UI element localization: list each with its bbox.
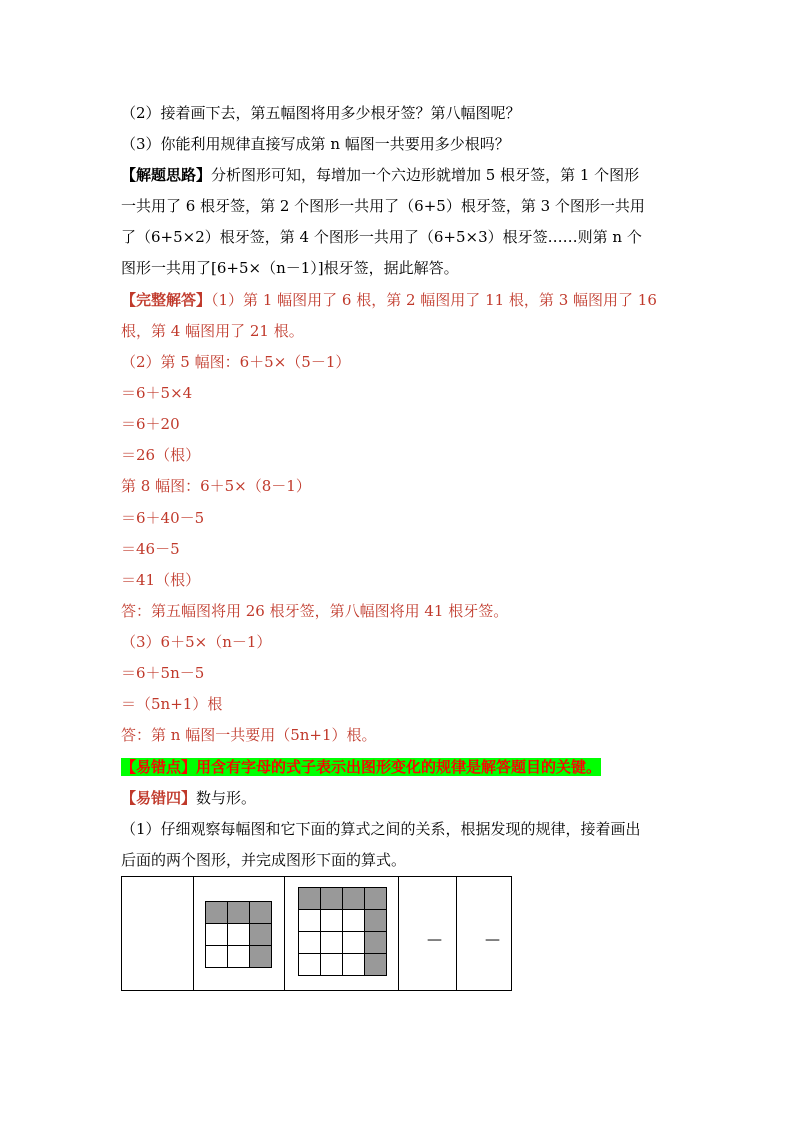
question-2: （2）接着画下去，第五幅图将用多少根牙签？第八幅图呢？ bbox=[121, 104, 521, 122]
thinking-line-2: 一共用了 6 根牙签，第 2 个图形一共用了（6+5）根牙签，第 3 个图形一共用 bbox=[121, 197, 645, 215]
figure-4x4 bbox=[298, 887, 387, 976]
answer-p3-answer: 答：第 n 幅图一共要用（5n+1）根。 bbox=[121, 726, 377, 744]
thinking-line-3: 了（6+5×2）根牙签，第 4 个图形一共用了（6+5×3）根牙签……则第 n 个 bbox=[121, 228, 642, 246]
pitfall-text: 用含有字母的式子表示出图形变化的规律是解答题目的关键。 bbox=[196, 758, 602, 776]
pitfall-label: 【易错点】 bbox=[121, 758, 197, 776]
blank-mark-1: — bbox=[427, 930, 442, 948]
answer-p2-answer: 答：第五幅图将用 26 根牙签，第八幅图将用 41 根牙签。 bbox=[121, 602, 509, 620]
thinking-line-4: 图形一共用了[6+5×（n－1）]根牙签，据此解答。 bbox=[121, 259, 459, 277]
pitfall-line bbox=[121, 757, 601, 777]
section4-q1-line2: 后面的两个图形，并完成图形下面的算式。 bbox=[121, 851, 407, 869]
pitfall-highlight bbox=[121, 758, 601, 776]
thinking-text-1: 分析图形可知，每增加一个六边形就增加 5 根牙签，第 1 个图形 bbox=[211, 166, 640, 184]
answer-text-1: （1）第 1 幅图用了 6 根，第 2 幅图用了 11 根，第 3 幅图用了 16 bbox=[211, 291, 657, 309]
table-divider bbox=[398, 877, 399, 990]
section4-label: 【易错四】 bbox=[121, 789, 197, 807]
answer-p3-intro: （3）6＋5×（n－1） bbox=[121, 633, 272, 651]
answer-p2-t3: ＝41（根） bbox=[121, 571, 201, 589]
thinking-label: 【解题思路】 bbox=[121, 166, 212, 184]
answer-label: 【完整解答】 bbox=[121, 291, 212, 309]
answer-p2-intro: （2）第 5 幅图：6＋5×（5－1） bbox=[121, 353, 351, 371]
table-divider bbox=[284, 877, 285, 990]
section4-text: 数与形。 bbox=[196, 789, 257, 807]
answer-p3-step2: ＝（5n+1）根 bbox=[121, 695, 223, 713]
answer-p3-step1: ＝6＋5n－5 bbox=[121, 664, 205, 682]
thinking-line-1 bbox=[121, 165, 639, 185]
table-divider bbox=[456, 877, 457, 990]
answer-p2-intro8: 第 8 幅图：6＋5×（8－1） bbox=[121, 477, 311, 495]
blank-mark-2: — bbox=[485, 930, 500, 948]
table-divider bbox=[193, 877, 194, 990]
answer-p2-t2: ＝46－5 bbox=[121, 540, 180, 558]
answer-p2-t1: ＝6＋40－5 bbox=[121, 509, 205, 527]
question-3: （3）你能利用规律直接写成第 n 幅图一共要用多少根吗？ bbox=[121, 135, 510, 153]
answer-p2-step2: ＝6＋20 bbox=[121, 415, 180, 433]
answer-line-2: 根，第 4 幅图用了 21 根。 bbox=[121, 322, 304, 340]
figure-3x3 bbox=[205, 901, 272, 968]
answer-p2-step1: ＝6＋5×4 bbox=[121, 384, 193, 402]
answer-p2-step3: ＝26（根） bbox=[121, 446, 201, 464]
section4-q1-line1: （1）仔细观察每幅图和它下面的算式之间的关系，根据发现的规律，接着画出 bbox=[121, 820, 641, 838]
section4-heading bbox=[121, 788, 256, 808]
answer-line-1 bbox=[121, 290, 657, 310]
